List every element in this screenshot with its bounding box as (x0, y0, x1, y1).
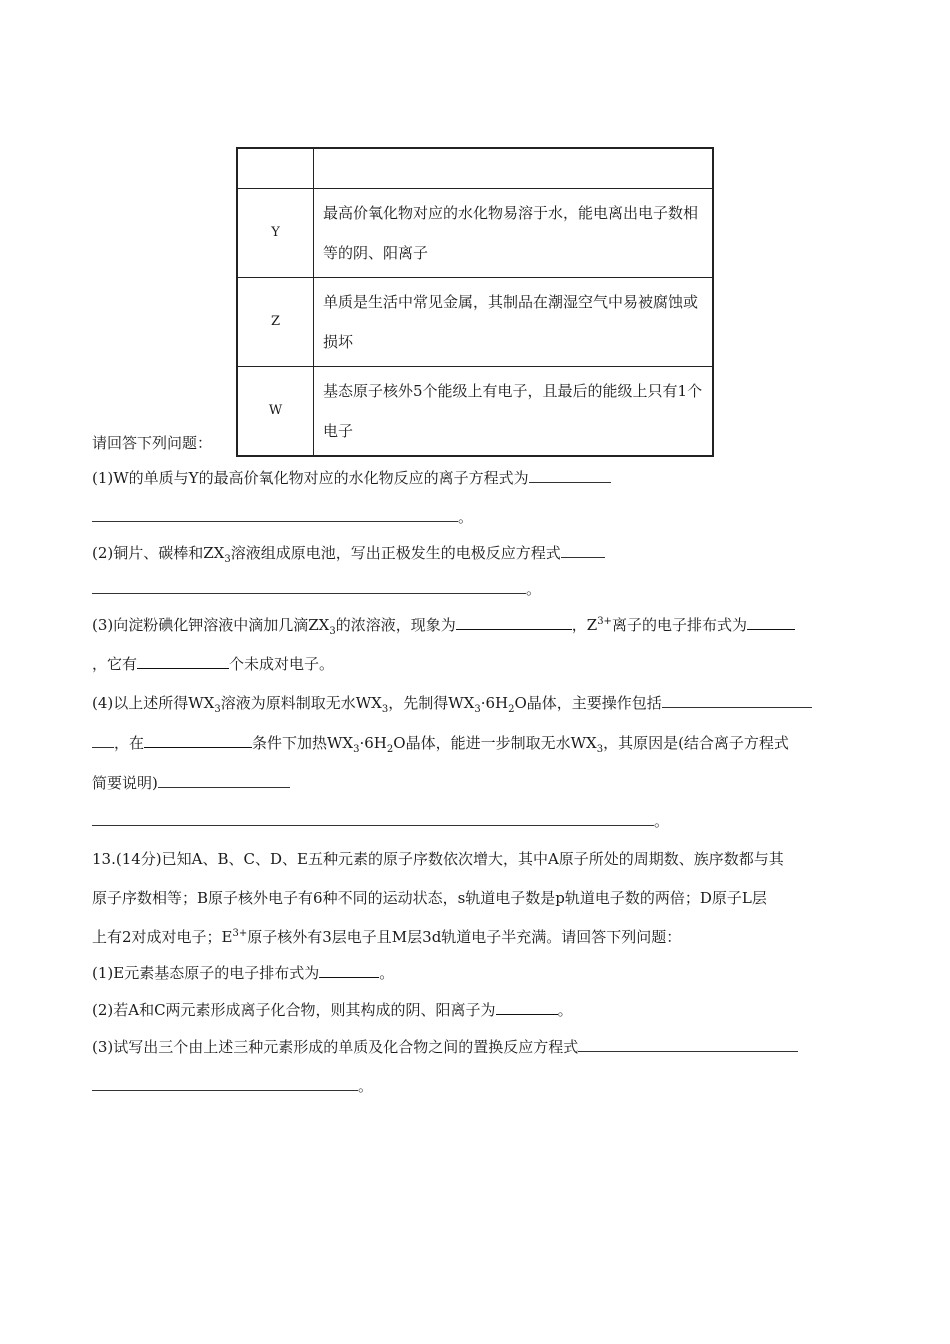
q12-part3: (3)向淀粉碘化钾溶液中滴加几滴$ZX_3$的浓溶液，现象为 ，$Z^{3+}$离子的电子排布式为 (92, 614, 795, 635)
q13-head: 13.(14分)已知A、B、C、D、E五种元素的原子序数依次增大，其中A原子所处的周期数、族序数都与其 (92, 850, 784, 868)
element-description (314, 148, 714, 188)
answer-blank[interactable] (92, 746, 114, 748)
q12-part1-cont: 。 (92, 506, 473, 527)
answer-blank[interactable] (496, 1013, 558, 1015)
answer-blank[interactable] (144, 746, 252, 748)
answer-blank[interactable] (662, 706, 812, 708)
table-row (237, 366, 713, 456)
table-row (237, 188, 713, 277)
element-symbol: Z (237, 277, 314, 366)
answer-blank[interactable] (158, 786, 290, 788)
q13-line2: 原子序数相等；B原子核外电子有6种不同的运动状态，s轨道电子数是p轨道电子数的两倍；D原子L层 (92, 889, 767, 907)
q13-line3: 上有2对成对电子；$E^{3+}$原子核外有3层电子且M层3d轨道电子半充满。请回答下列问题： (92, 928, 682, 946)
element-symbol: Y (237, 188, 314, 277)
answer-blank[interactable] (92, 824, 654, 826)
answer-blank[interactable] (578, 1050, 798, 1052)
answer-blank[interactable] (319, 976, 379, 978)
element-description: 基态原子核外5个能级上有电子，且最后的能级上只有1个电子 (314, 366, 714, 456)
q12-intro: 请回答下列问题： (92, 434, 213, 452)
q13-part3-cont: 。 (92, 1075, 373, 1096)
element-symbol (237, 148, 314, 188)
q12-part2: (2)铜片、碳棒和$ZX_3$溶液组成原电池，写出正极发生的电极反应方程式 (92, 542, 605, 563)
q12-part2-cont: 。 (92, 578, 541, 599)
element-description: 单质是生活中常见金属，其制品在潮湿空气中易被腐蚀或损坏 (314, 277, 714, 366)
q13-part3: (3)试写出三个由上述三种元素形成的单质及化合物之间的置换反应方程式 (92, 1036, 798, 1057)
table-row (237, 148, 713, 188)
answer-blank[interactable] (92, 592, 526, 594)
q12-part3-cont: ，它有 个未成对电子。 (92, 655, 335, 673)
answer-blank[interactable] (92, 1089, 358, 1091)
answer-blank[interactable] (747, 628, 795, 630)
answer-blank[interactable] (529, 481, 611, 483)
element-info-table (236, 147, 714, 457)
answer-blank[interactable] (561, 556, 605, 558)
q12-part4-cont2: 简要说明) (92, 772, 290, 793)
q13-part2: (2)若A和C两元素形成离子化合物，则其构成的阴、阳离子为 。 (92, 1001, 573, 1019)
q12-part4: (4)以上述所得$WX_3$溶液为原料制取无水$WX_3$，先制得$WX_3\cdot 6H_2O$晶体，主要操作包括 (92, 692, 812, 713)
table-row (237, 277, 713, 366)
q12-part4-cont: ，在 条件下加热$WX_3\cdot 6H_2O$晶体，能进一步制取无水$WX_3$，其原因是(结合离子方程式 (92, 732, 789, 753)
answer-blank[interactable] (456, 628, 572, 630)
element-symbol: W (237, 366, 314, 456)
q12-part1: (1)W的单质与Y的最高价氧化物对应的水化物反应的离子方程式为 (92, 467, 611, 488)
answer-blank[interactable] (92, 520, 458, 522)
q12-part4-cont3: 。 (92, 810, 669, 831)
element-description: 最高价氧化物对应的水化物易溶于水，能电离出电子数相等的阴、阳离子 (314, 188, 714, 277)
answer-blank[interactable] (137, 667, 229, 669)
q13-part1: (1)E元素基态原子的电子排布式为 。 (92, 964, 395, 982)
